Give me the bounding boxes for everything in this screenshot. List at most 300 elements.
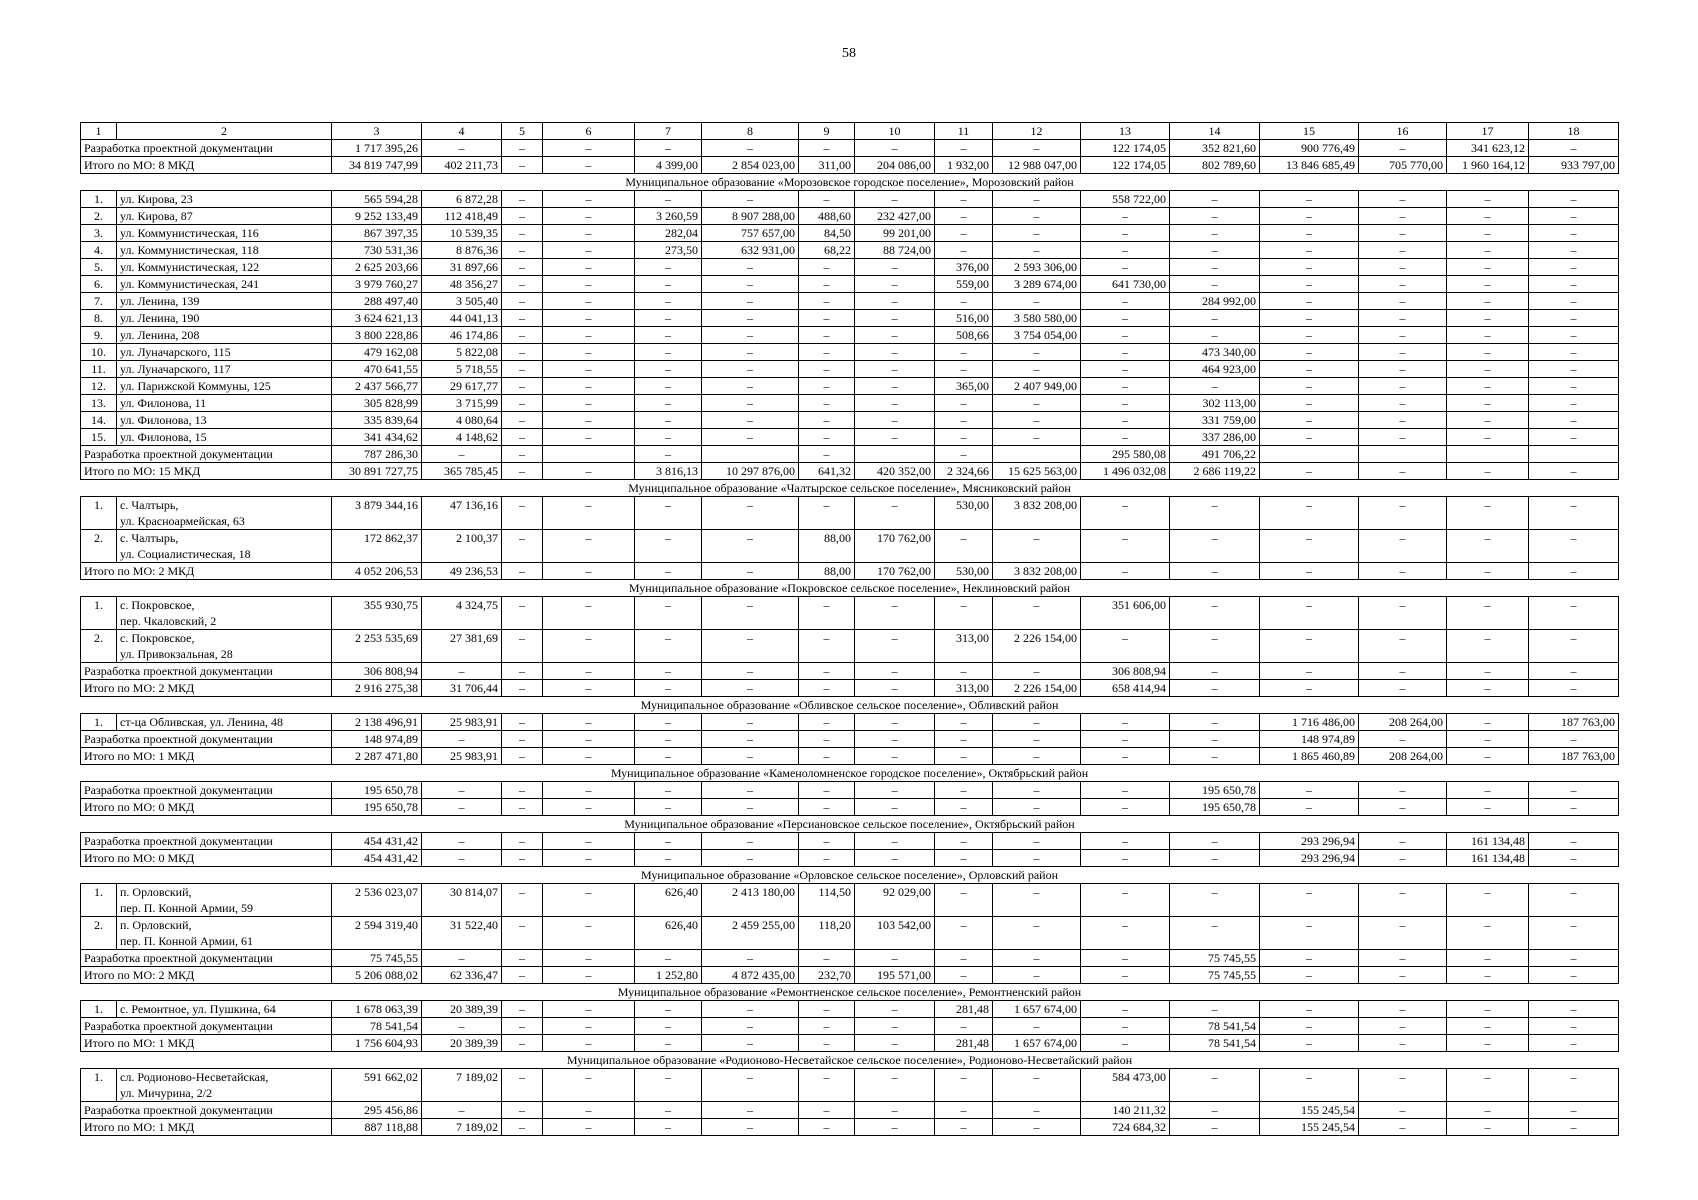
value-cell: –	[1447, 530, 1529, 563]
value-cell: –	[1170, 917, 1260, 950]
value-cell: 4 324,75	[422, 597, 502, 630]
value-cell: –	[502, 714, 543, 731]
value-cell: –	[1081, 412, 1170, 429]
address-cell: ул. Филонова, 11	[117, 395, 332, 412]
value-cell: 68,22	[799, 242, 855, 259]
value-cell: 641,32	[799, 463, 855, 480]
value-cell: –	[855, 731, 935, 748]
value-cell: –	[1529, 1018, 1619, 1035]
value-cell: –	[1260, 530, 1359, 563]
row-label: Итого по МО: 15 МКД	[81, 463, 332, 480]
row-label: Разработка проектной документации	[81, 1102, 332, 1119]
value-cell: –	[1260, 967, 1359, 984]
value-cell: –	[855, 950, 935, 967]
value-cell: 1 756 604,93	[332, 1035, 422, 1052]
value-cell: 355 930,75	[332, 597, 422, 630]
value-cell: 2 138 496,91	[332, 714, 422, 731]
value-cell: –	[702, 1119, 799, 1136]
value-cell: –	[502, 530, 543, 563]
value-cell: –	[502, 259, 543, 276]
value-cell: –	[1529, 1001, 1619, 1018]
value-cell: –	[635, 361, 702, 378]
value-cell: –	[502, 597, 543, 630]
value-cell: 30 891 727,75	[332, 463, 422, 480]
value-cell: –	[799, 412, 855, 429]
value-cell: 2 437 566,77	[332, 378, 422, 395]
value-cell: –	[502, 1102, 543, 1119]
value-cell: –	[1359, 731, 1447, 748]
value-cell: 31 706,44	[422, 680, 502, 697]
value-cell: –	[1081, 917, 1170, 950]
value-cell: –	[502, 412, 543, 429]
value-cell: 313,00	[935, 680, 993, 697]
value-cell: –	[935, 967, 993, 984]
value-cell: 195 650,78	[1170, 799, 1260, 816]
value-cell: 479 162,08	[332, 344, 422, 361]
value-cell: –	[935, 950, 993, 967]
value-cell: –	[855, 630, 935, 663]
summary-row	[81, 140, 1619, 157]
value-cell: –	[1447, 782, 1529, 799]
value-cell: 10 297 876,00	[702, 463, 799, 480]
value-cell: –	[1260, 191, 1359, 208]
value-cell: –	[855, 395, 935, 412]
value-cell: –	[1447, 714, 1529, 731]
value-cell: 8 876,36	[422, 242, 502, 259]
value-cell: –	[502, 208, 543, 225]
address-cell: ул. Коммунистическая, 118	[117, 242, 332, 259]
value-cell: –	[993, 412, 1081, 429]
value-cell: –	[702, 429, 799, 446]
value-cell	[1359, 446, 1447, 463]
section-header-row	[81, 867, 1619, 884]
value-cell: 88 724,00	[855, 242, 935, 259]
value-cell: –	[1447, 597, 1529, 630]
column-number-cell: 7	[635, 123, 702, 140]
value-cell: –	[855, 276, 935, 293]
row-number: 1.	[81, 1001, 117, 1018]
value-cell: –	[702, 782, 799, 799]
value-cell: –	[1359, 1102, 1447, 1119]
value-cell: 155 245,54	[1260, 1119, 1359, 1136]
value-cell: 464 923,00	[1170, 361, 1260, 378]
value-cell: –	[502, 748, 543, 765]
value-cell: –	[1359, 1001, 1447, 1018]
value-cell: 584 473,00	[1081, 1069, 1170, 1102]
value-cell: –	[702, 1035, 799, 1052]
value-cell: –	[422, 950, 502, 967]
row-number: 1.	[81, 597, 117, 630]
value-cell: –	[702, 1018, 799, 1035]
value-cell: –	[1170, 259, 1260, 276]
value-cell: 10 539,35	[422, 225, 502, 242]
value-cell: –	[799, 293, 855, 310]
value-cell: 1 496 032,08	[1081, 463, 1170, 480]
value-cell: –	[543, 1001, 635, 1018]
row-number: 11.	[81, 361, 117, 378]
row-label: Разработка проектной документации	[81, 1018, 332, 1035]
value-cell: –	[635, 1102, 702, 1119]
value-cell: –	[1260, 563, 1359, 580]
value-cell: –	[543, 748, 635, 765]
value-cell: –	[635, 259, 702, 276]
value-cell: –	[1260, 242, 1359, 259]
value-cell: –	[702, 799, 799, 816]
value-cell: –	[702, 191, 799, 208]
value-cell: –	[799, 748, 855, 765]
value-cell: 365,00	[935, 378, 993, 395]
value-cell: –	[502, 344, 543, 361]
value-cell: –	[702, 597, 799, 630]
value-cell: –	[543, 327, 635, 344]
value-cell: 488,60	[799, 208, 855, 225]
row-label: Разработка проектной документации	[81, 950, 332, 967]
value-cell: 313,00	[935, 630, 993, 663]
value-cell: –	[799, 429, 855, 446]
value-cell: 172 862,37	[332, 530, 422, 563]
value-cell: –	[799, 1035, 855, 1052]
value-cell: –	[799, 395, 855, 412]
value-cell: –	[1529, 293, 1619, 310]
value-cell: –	[543, 140, 635, 157]
value-cell: –	[543, 1102, 635, 1119]
value-cell: 122 174,05	[1081, 140, 1170, 157]
value-cell: –	[935, 1102, 993, 1119]
value-cell: 3 879 344,16	[332, 497, 422, 530]
value-cell: –	[799, 259, 855, 276]
value-cell: –	[1529, 361, 1619, 378]
value-cell: 473 340,00	[1170, 344, 1260, 361]
value-cell: –	[855, 663, 935, 680]
value-cell: –	[993, 1102, 1081, 1119]
address-cell: с. Чалтырь, ул. Социалистическая, 18	[117, 530, 332, 563]
value-cell: 365 785,45	[422, 463, 502, 480]
value-cell: 47 136,16	[422, 497, 502, 530]
value-cell: 15 625 563,00	[993, 463, 1081, 480]
value-cell: 5 822,08	[422, 344, 502, 361]
value-cell: –	[635, 950, 702, 967]
row-label: Разработка проектной документации	[81, 446, 332, 463]
value-cell: –	[543, 917, 635, 950]
value-cell: –	[1081, 429, 1170, 446]
table-row	[81, 1001, 1619, 1018]
value-cell: –	[1260, 630, 1359, 663]
summary-row	[81, 967, 1619, 984]
value-cell: –	[1260, 917, 1359, 950]
value-cell: 288 497,40	[332, 293, 422, 310]
value-cell: –	[1529, 850, 1619, 867]
value-cell: –	[1170, 563, 1260, 580]
value-cell: –	[702, 310, 799, 327]
value-cell: 2 100,37	[422, 530, 502, 563]
value-cell: –	[1081, 630, 1170, 663]
summary-row	[81, 782, 1619, 799]
value-cell: 2 407 949,00	[993, 378, 1081, 395]
value-cell: –	[855, 429, 935, 446]
value-cell: –	[702, 1102, 799, 1119]
value-cell: –	[1359, 344, 1447, 361]
row-number: 1.	[81, 884, 117, 917]
value-cell: –	[1260, 429, 1359, 446]
value-cell: 75 745,55	[1170, 967, 1260, 984]
table-row	[81, 884, 1619, 917]
value-cell: 632 931,00	[702, 242, 799, 259]
value-cell: –	[993, 714, 1081, 731]
value-cell: –	[799, 140, 855, 157]
value-cell: –	[855, 799, 935, 816]
value-cell: 787 286,30	[332, 446, 422, 463]
value-cell: –	[1081, 530, 1170, 563]
value-cell: –	[635, 293, 702, 310]
address-cell: ст-ца Обливская, ул. Ленина, 48	[117, 714, 332, 731]
value-cell: –	[502, 361, 543, 378]
value-cell: –	[702, 378, 799, 395]
value-cell: –	[855, 293, 935, 310]
value-cell: 195 650,78	[332, 799, 422, 816]
value-cell: –	[543, 191, 635, 208]
value-cell: –	[1359, 967, 1447, 984]
value-cell: –	[635, 327, 702, 344]
value-cell: –	[993, 1069, 1081, 1102]
value-cell: –	[1529, 884, 1619, 917]
municipality-title: Муниципальное образование «Морозовское городское поселение», Морозовский район	[81, 174, 1619, 191]
value-cell: –	[1359, 833, 1447, 850]
value-cell: –	[1081, 395, 1170, 412]
row-number: 2.	[81, 530, 117, 563]
value-cell: –	[993, 395, 1081, 412]
row-number: 14.	[81, 412, 117, 429]
value-cell: 352 821,60	[1170, 140, 1260, 157]
row-number: 13.	[81, 395, 117, 412]
value-cell: –	[1447, 361, 1529, 378]
value-cell: –	[1529, 530, 1619, 563]
value-cell: –	[993, 799, 1081, 816]
value-cell: –	[1447, 1119, 1529, 1136]
value-cell: –	[1260, 799, 1359, 816]
value-cell: –	[855, 782, 935, 799]
value-cell: 302 113,00	[1170, 395, 1260, 412]
value-cell: –	[1359, 242, 1447, 259]
value-cell: –	[422, 446, 502, 463]
value-cell: –	[1260, 463, 1359, 480]
value-cell: 112 418,49	[422, 208, 502, 225]
value-cell: –	[1260, 208, 1359, 225]
value-cell: –	[993, 731, 1081, 748]
value-cell: –	[543, 563, 635, 580]
value-cell: –	[1081, 799, 1170, 816]
value-cell: –	[635, 140, 702, 157]
value-cell: 559,00	[935, 276, 993, 293]
value-cell: –	[502, 884, 543, 917]
row-number: 8.	[81, 310, 117, 327]
value-cell: –	[1170, 714, 1260, 731]
value-cell: –	[1081, 242, 1170, 259]
value-cell: 118,20	[799, 917, 855, 950]
value-cell: –	[1170, 630, 1260, 663]
value-cell: –	[543, 967, 635, 984]
table-row	[81, 630, 1619, 663]
value-cell: 2 324,66	[935, 463, 993, 480]
value-cell: –	[1529, 950, 1619, 967]
value-cell: –	[1170, 276, 1260, 293]
summary-row	[81, 663, 1619, 680]
row-number: 9.	[81, 327, 117, 344]
value-cell: 62 336,47	[422, 967, 502, 984]
value-cell: –	[993, 361, 1081, 378]
value-cell: –	[543, 1069, 635, 1102]
value-cell: –	[635, 395, 702, 412]
value-cell: –	[1447, 1069, 1529, 1102]
address-cell: ул. Ленина, 208	[117, 327, 332, 344]
value-cell: –	[1359, 293, 1447, 310]
value-cell: –	[799, 1001, 855, 1018]
value-cell: –	[993, 530, 1081, 563]
value-cell: 6 872,28	[422, 191, 502, 208]
value-cell: 335 839,64	[332, 412, 422, 429]
value-cell: –	[702, 563, 799, 580]
value-cell: 3 505,40	[422, 293, 502, 310]
value-cell: –	[543, 597, 635, 630]
value-cell: –	[1529, 276, 1619, 293]
value-cell: 802 789,60	[1170, 157, 1260, 174]
value-cell: –	[702, 748, 799, 765]
value-cell: –	[502, 1001, 543, 1018]
value-cell: 1 716 486,00	[1260, 714, 1359, 731]
value-cell: –	[1529, 799, 1619, 816]
value-cell: –	[422, 663, 502, 680]
value-cell: 5 206 088,02	[332, 967, 422, 984]
value-cell: –	[855, 259, 935, 276]
value-cell: 757 657,00	[702, 225, 799, 242]
value-cell: –	[635, 378, 702, 395]
value-cell: –	[1359, 310, 1447, 327]
value-cell: –	[1170, 1001, 1260, 1018]
value-cell: –	[1260, 276, 1359, 293]
value-cell: –	[502, 850, 543, 867]
value-cell: –	[1081, 361, 1170, 378]
value-cell: –	[935, 446, 993, 463]
value-cell: –	[502, 1018, 543, 1035]
value-cell: –	[993, 140, 1081, 157]
value-cell: –	[799, 497, 855, 530]
summary-row	[81, 748, 1619, 765]
value-cell: –	[543, 259, 635, 276]
municipality-title: Муниципальное образование «Каменоломненское городское поселение», Октябрьский район	[81, 765, 1619, 782]
value-cell: –	[502, 446, 543, 463]
value-cell: 337 286,00	[1170, 429, 1260, 446]
value-cell: 75 745,55	[1170, 950, 1260, 967]
value-cell: –	[702, 680, 799, 697]
value-cell: 78 541,54	[1170, 1035, 1260, 1052]
value-cell: –	[1359, 563, 1447, 580]
value-cell: 508,66	[935, 327, 993, 344]
value-cell: –	[543, 850, 635, 867]
column-number-cell: 16	[1359, 123, 1447, 140]
value-cell: 7 189,02	[422, 1119, 502, 1136]
value-cell: –	[1359, 850, 1447, 867]
value-cell: 724 684,32	[1081, 1119, 1170, 1136]
value-cell: 454 431,42	[332, 850, 422, 867]
column-number-cell: 3	[332, 123, 422, 140]
value-cell: –	[1170, 1102, 1260, 1119]
value-cell: 306 808,94	[1081, 663, 1170, 680]
value-cell: 1 657 674,00	[993, 1035, 1081, 1052]
value-cell: –	[1447, 950, 1529, 967]
section-header-row	[81, 765, 1619, 782]
value-cell: –	[1260, 680, 1359, 697]
value-cell: –	[855, 344, 935, 361]
value-cell: –	[1359, 327, 1447, 344]
value-cell: –	[1260, 361, 1359, 378]
value-cell: –	[1081, 344, 1170, 361]
value-cell: 1 932,00	[935, 157, 993, 174]
table-row	[81, 378, 1619, 395]
value-cell: –	[1447, 429, 1529, 446]
value-cell: –	[702, 497, 799, 530]
summary-row	[81, 1119, 1619, 1136]
value-cell: –	[935, 663, 993, 680]
value-cell: –	[1529, 225, 1619, 242]
value-cell: –	[993, 748, 1081, 765]
value-cell: 311,00	[799, 157, 855, 174]
value-cell: –	[502, 967, 543, 984]
value-cell: 2 226 154,00	[993, 680, 1081, 697]
value-cell: –	[543, 1018, 635, 1035]
value-cell: 2 459 255,00	[702, 917, 799, 950]
value-cell: –	[543, 157, 635, 174]
municipality-title: Муниципальное образование «Родионово-Несветайское сельское поселение», Родионово-Несветайский район	[81, 1052, 1619, 1069]
value-cell: –	[935, 293, 993, 310]
value-cell: 7 189,02	[422, 1069, 502, 1102]
value-cell: 195 650,78	[1170, 782, 1260, 799]
value-cell: –	[1447, 276, 1529, 293]
value-cell: 148 974,89	[1260, 731, 1359, 748]
value-cell: –	[855, 1069, 935, 1102]
page-number: 58	[842, 46, 856, 61]
value-cell: 641 730,00	[1081, 276, 1170, 293]
column-number-cell: 13	[1081, 123, 1170, 140]
table-row	[81, 412, 1619, 429]
value-cell: –	[993, 225, 1081, 242]
row-label: Итого по МО: 0 МКД	[81, 799, 332, 816]
value-cell: 204 086,00	[855, 157, 935, 174]
value-cell: –	[635, 714, 702, 731]
value-cell: –	[422, 140, 502, 157]
value-cell: 331 759,00	[1170, 412, 1260, 429]
value-cell: –	[935, 782, 993, 799]
value-cell: 454 431,42	[332, 833, 422, 850]
column-number-cell: 18	[1529, 123, 1619, 140]
value-cell: –	[1359, 429, 1447, 446]
value-cell: 155 245,54	[1260, 1102, 1359, 1119]
value-cell: –	[1081, 378, 1170, 395]
value-cell: 516,00	[935, 310, 993, 327]
value-cell: –	[502, 663, 543, 680]
value-cell: –	[543, 1119, 635, 1136]
value-cell: –	[1529, 1035, 1619, 1052]
value-cell: –	[799, 833, 855, 850]
value-cell: 4 080,64	[422, 412, 502, 429]
row-number: 2.	[81, 208, 117, 225]
row-number: 1.	[81, 191, 117, 208]
column-number-cell: 11	[935, 123, 993, 140]
value-cell: –	[1359, 1069, 1447, 1102]
value-cell: –	[1447, 293, 1529, 310]
address-cell: п. Орловский, пер. П. Конной Армии, 61	[117, 917, 332, 950]
value-cell: –	[1447, 1035, 1529, 1052]
value-cell: –	[1081, 748, 1170, 765]
address-cell: ул. Коммунистическая, 122	[117, 259, 332, 276]
